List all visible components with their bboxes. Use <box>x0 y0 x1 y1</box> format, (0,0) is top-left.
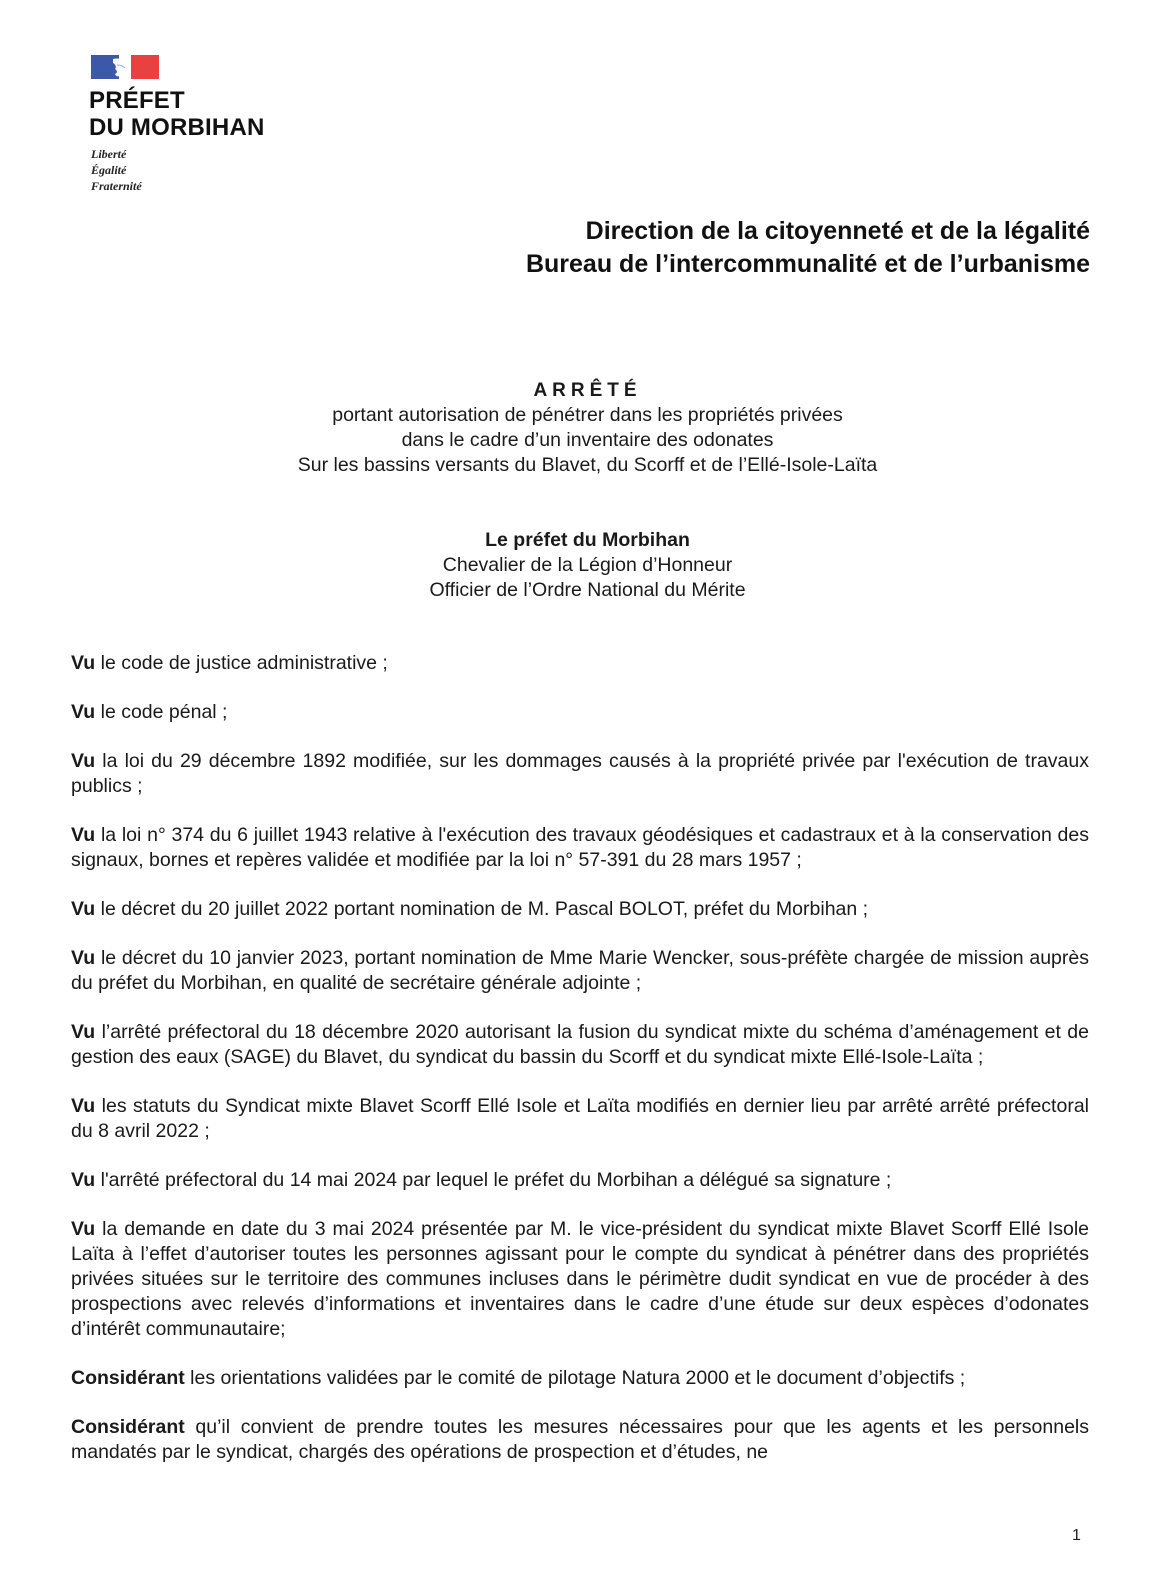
prefecture-name <box>89 87 265 141</box>
visa-paragraph <box>71 1168 1089 1193</box>
paragraph-text: la loi du 29 décembre 1892 modifiée, sur les dommages causés à la propriété privée par l'exécution de travaux publics ; <box>71 750 1089 797</box>
visa-paragraph <box>71 1217 1089 1342</box>
issuing-department <box>526 215 1090 281</box>
motto-liberte: Liberté <box>91 147 127 161</box>
decree-body <box>71 651 1089 1489</box>
marianne-logo-icon <box>91 55 159 79</box>
republic-motto <box>91 146 142 194</box>
prefecture-name-line1: PRÉFET <box>89 87 185 114</box>
visa-paragraph <box>71 700 1089 725</box>
considering-paragraph <box>71 1415 1089 1465</box>
page-number: 1 <box>1072 1527 1081 1544</box>
prefect-block <box>0 528 1150 603</box>
paragraph-lead: Vu <box>71 1021 96 1043</box>
visa-paragraph <box>71 823 1089 873</box>
paragraph-lead: Vu <box>71 1218 96 1240</box>
paragraph-text: l’arrêté préfectoral du 18 décembre 2020 autorisant la fusion du syndicat mixte du schéma d’aménagement et de gestion des eaux (SAGE) du Blavet, du syndicat du bassin du Scorff et du syndicat mixte Ellé-Isole-Laïta ; <box>71 1021 1089 1068</box>
paragraph-lead: Vu <box>71 947 96 969</box>
paragraph-text: les orientations validées par le comité de pilotage Natura 2000 et le document d’objectifs ; <box>184 1367 966 1389</box>
visa-paragraph <box>71 651 1089 676</box>
bureau-title: Bureau de l’intercommunalité et de l’urbanisme <box>525 250 1090 278</box>
decree-title-block <box>0 378 1150 478</box>
prefect-title: Le préfet du Morbihan <box>485 529 690 551</box>
decree-subject-line: portant autorisation de pénétrer dans les propriétés privées <box>332 404 843 426</box>
paragraph-text: la demande en date du 3 mai 2024 présentée par M. le vice-président du syndicat mixte Blavet Scorff Ellé Isole Laïta à l’effet d’autoriser toutes les personnes agissant pour le compte du syndicat à pénétrer dans des propriétés privées situées sur le territoire des communes incluses dans le périmètre dudit syndicat en vue de procéder à des prospections avec relevés d’informations et inventaires dans le cadre d’une étude sur deux espèces d’odonates d’intérêt communautaire; <box>71 1218 1089 1340</box>
paragraph-text: le code de justice administrative ; <box>95 652 388 674</box>
paragraph-lead: Vu <box>71 1095 96 1117</box>
prefect-honor: Chevalier de la Légion d’Honneur <box>442 554 733 576</box>
paragraph-lead: Vu <box>71 1169 96 1191</box>
paragraph-lead: Vu <box>71 824 96 846</box>
paragraph-text: le décret du 10 janvier 2023, portant nomination de Mme Marie Wencker, sous-préfète chargée de mission auprès du préfet du Morbihan, en qualité de secrétaire générale adjointe ; <box>71 947 1089 994</box>
paragraph-lead: Vu <box>71 701 96 723</box>
motto-fraternite: Fraternité <box>91 179 142 193</box>
paragraph-text: le code pénal ; <box>95 701 228 723</box>
paragraph-text: l'arrêté préfectoral du 14 mai 2024 par lequel le préfet du Morbihan a délégué sa signature ; <box>95 1169 892 1191</box>
visa-paragraph <box>71 946 1089 996</box>
paragraph-text: la loi n° 374 du 6 juillet 1943 relative à l'exécution des travaux géodésiques et cadastraux et à la conservation des signaux, bornes et repères validée et modifiée par la loi n° 57-391 du 28 mars 1957 ; <box>71 824 1089 871</box>
motto-egalite: Égalité <box>91 163 127 177</box>
direction-title: Direction de la citoyenneté et de la légalité <box>585 217 1090 245</box>
paragraph-lead: Vu <box>71 652 96 674</box>
prefect-honor: Officier de l’Ordre National du Mérite <box>429 579 746 601</box>
paragraph-text: les statuts du Syndicat mixte Blavet Scorff Ellé Isole et Laïta modifiés en dernier lieu par arrêté arrêté préfectoral du 8 avril 2022 ; <box>71 1095 1089 1142</box>
paragraph-lead: Considérant <box>71 1367 185 1389</box>
decree-subject-line: dans le cadre d’un inventaire des odonates <box>401 429 774 451</box>
paragraph-text: qu’il convient de prendre toutes les mesures nécessaires pour que les agents et les personnels mandatés par le syndicat, chargés des opérations de prospection et d’études, ne <box>71 1416 1089 1463</box>
prefecture-name-line2: DU MORBIHAN <box>89 114 265 141</box>
considering-paragraph <box>71 1366 1089 1391</box>
paragraph-lead: Vu <box>71 898 96 920</box>
decree-subject-line: Sur les bassins versants du Blavet, du Scorff et de l’Ellé-Isole-Laïta <box>297 454 878 476</box>
paragraph-lead: Considérant <box>71 1416 185 1438</box>
visa-paragraph <box>71 897 1089 922</box>
paragraph-lead: Vu <box>71 750 96 772</box>
visa-paragraph <box>71 1094 1089 1144</box>
visa-paragraph <box>71 1020 1089 1070</box>
decree-heading: ARRÊTÉ <box>533 380 642 401</box>
visa-paragraph <box>71 749 1089 799</box>
paragraph-text: le décret du 20 juillet 2022 portant nomination de M. Pascal BOLOT, préfet du Morbihan ; <box>95 898 869 920</box>
